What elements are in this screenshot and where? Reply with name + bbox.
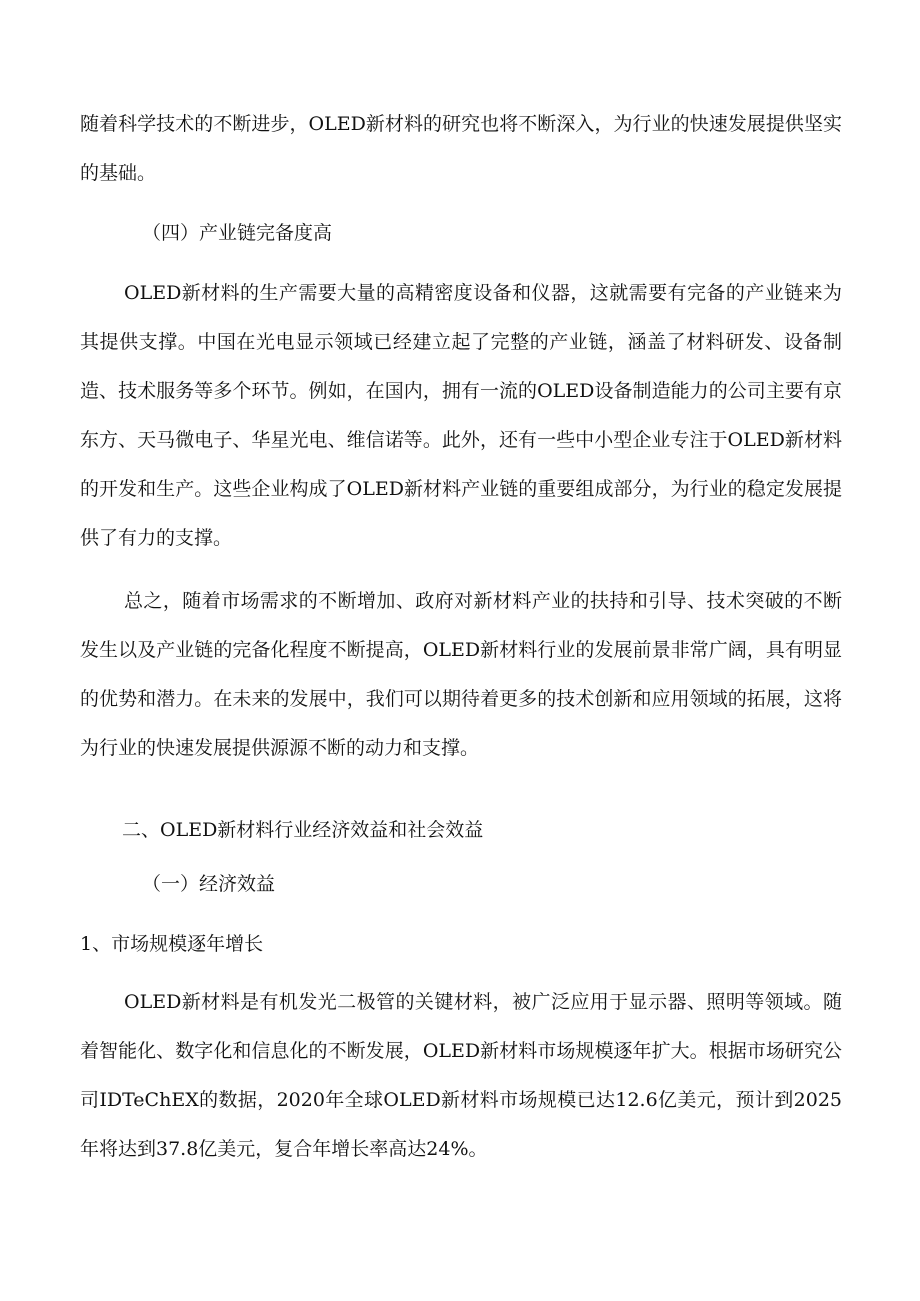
heading-section-four: （四）产业链完备度高 [142, 222, 333, 244]
paragraph-market-scale: OLED新材料是有机发光二极管的关键材料，被广泛应用于显示器、照明等领域。随着智能化、数字化和信息化的不断发展，OLED新材料市场规模逐年扩大。根据市场研究公司IDTeChEX的数据，2020年全球OLED新材料市场规模已达12.6亿美元，预计到2025年将达到37.8亿美元，复合年增长率高达24%。 [80, 991, 842, 1160]
heading-subsection-one: 1、市场规模逐年增长 [80, 933, 264, 955]
paragraph-industry-chain: OLED新材料的生产需要大量的高精密度设备和仪器，这就需要有完备的产业链来为其提供支撑。中国在光电显示领域已经建立起了完整的产业链，涵盖了材料研发、设备制造、技术服务等多个环节。例如，在国内，拥有一流的OLED设备制造能力的公司主要有京东方、天马微电子、华星光电、维信诺等。此外，还有一些中小型企业专注于OLED新材料的开发和生产。这些企业构成了OLED新材料产业链的重要组成部分，为行业的稳定发展提供了有力的支撑。 [80, 282, 842, 549]
heading-section-one: （一）经济效益 [142, 873, 276, 895]
paragraph-summary: 总之，随着市场需求的不断增加、政府对新材料产业的扶持和引导、技术突破的不断发生以及产业链的完备化程度不断提高，OLED新材料行业的发展前景非常广阔，具有明显的优势和潜力。在未来的发展中，我们可以期待着更多的技术创新和应用领域的拓展，这将为行业的快速发展提供源源不断的动力和支撑。 [80, 590, 842, 759]
paragraph-intro-tail: 随着科学技术的不断进步，OLED新材料的研究也将不断深入，为行业的快速发展提供坚实的基础。 [80, 113, 842, 184]
heading-chapter-two: 二、OLED新材料行业经济效益和社会效益 [122, 819, 484, 841]
